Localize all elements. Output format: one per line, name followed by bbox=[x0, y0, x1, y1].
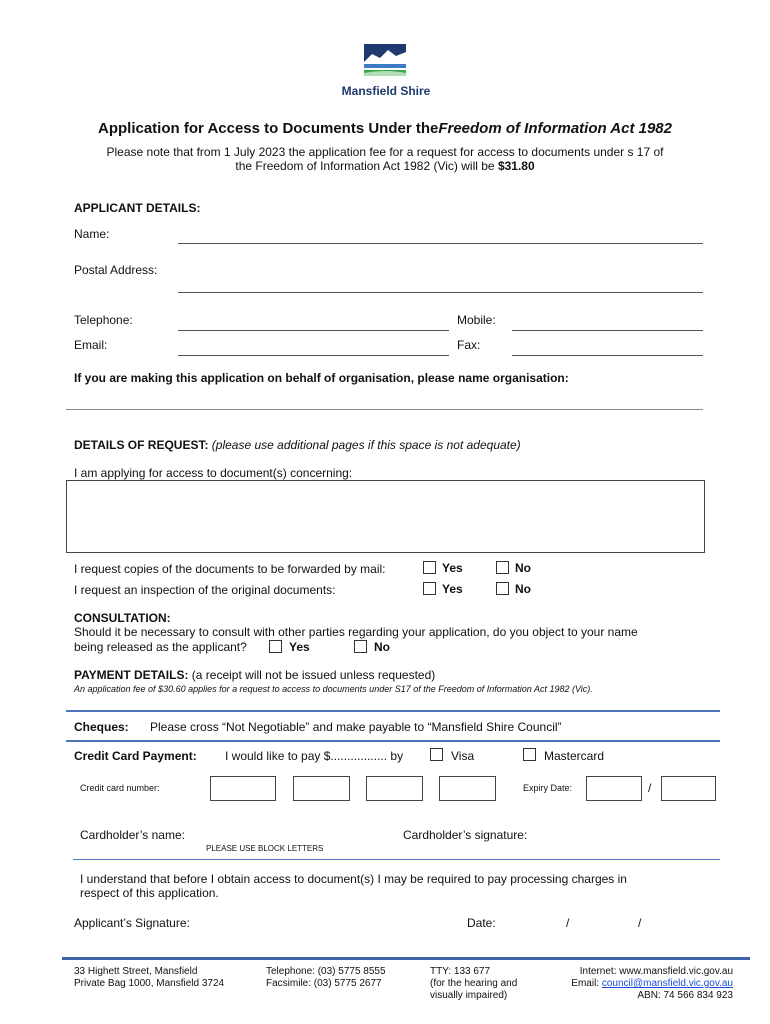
footer-tty: TTY: 133 677 (for the hearing and visually impaired) bbox=[430, 966, 518, 1001]
payment-heading: PAYMENT DETAILS: (a receipt will not be issued unless requested) bbox=[74, 668, 436, 682]
inspection-no-label: No bbox=[515, 582, 531, 596]
expiry-month-field[interactable] bbox=[586, 776, 642, 801]
mansfield-shire-logo-icon bbox=[336, 40, 436, 84]
organisation-prompt: If you are making this application on behalf of organisation, please name organisation: bbox=[74, 371, 569, 385]
footer-phone: Telephone: (03) 5775 8555 Facsimile: (03) 5775 2677 bbox=[266, 966, 386, 989]
consultation-heading: CONSULTATION: bbox=[74, 611, 171, 625]
footer-email-link[interactable]: council@mansfield.vic.gov.au bbox=[601, 978, 733, 989]
card-number-group-1[interactable] bbox=[210, 776, 276, 801]
date-separator: / bbox=[638, 916, 642, 930]
fee-amount: $31.80 bbox=[497, 159, 535, 173]
card-number-label: Credit card number: bbox=[80, 783, 160, 793]
postal-address-field[interactable] bbox=[178, 292, 703, 293]
copies-yes-label: Yes bbox=[442, 561, 463, 575]
mastercard-checkbox[interactable] bbox=[523, 748, 536, 761]
block-letters-note: PLEASE USE BLOCK LETTERS bbox=[206, 844, 324, 853]
telephone-field[interactable] bbox=[178, 330, 449, 331]
card-number-group-4[interactable] bbox=[439, 776, 496, 801]
divider bbox=[66, 740, 720, 742]
request-details-textarea[interactable] bbox=[66, 480, 705, 553]
fee-note: An application fee of $30.60 applies for a request to access to documents under S17 of the Freedom of Information Act 1982 (Vic). bbox=[74, 684, 593, 694]
understanding-line2: respect of this application. bbox=[80, 886, 219, 900]
expiry-label: Expiry Date: bbox=[523, 783, 573, 793]
footer-contact bbox=[571, 966, 733, 1002]
date-label: Date: bbox=[467, 916, 496, 930]
fee-notice-line2: the Freedom of Information Act 1982 (Vic) will be $31.80 bbox=[235, 159, 535, 173]
consultation-yes-label: Yes bbox=[289, 640, 310, 654]
footer-website: Internet: www.mansfield.vic.gov.au bbox=[579, 966, 733, 977]
expiry-separator: / bbox=[648, 781, 652, 795]
fee-notice-line1: Please note that from 1 July 2023 the application fee for a request for access to documents under s 17 of bbox=[106, 145, 664, 159]
page-title bbox=[0, 120, 770, 137]
mobile-label: Mobile: bbox=[457, 313, 496, 327]
footer-abn: ABN: 74 566 834 923 bbox=[637, 990, 733, 1001]
logo-text: Mansfield Shire bbox=[341, 84, 431, 98]
consultation-yes-checkbox[interactable] bbox=[269, 640, 282, 653]
consultation-line1: Should it be necessary to consult with other parties regarding your application, do you object to your name bbox=[74, 625, 638, 639]
copies-by-mail-label: I request copies of the documents to be forwarded by mail: bbox=[74, 562, 386, 576]
inspection-label: I request an inspection of the original documents: bbox=[74, 583, 336, 597]
concerning-label: I am applying for access to document(s) concerning: bbox=[74, 466, 353, 480]
visa-label: Visa bbox=[451, 749, 475, 763]
postal-address-label: Postal Address: bbox=[74, 263, 158, 277]
consultation-no-checkbox[interactable] bbox=[354, 640, 367, 653]
credit-card-label: Credit Card Payment: bbox=[74, 749, 197, 763]
divider bbox=[73, 859, 720, 860]
consultation-line2: being released as the applicant? bbox=[74, 640, 247, 654]
understanding-line1: I understand that before I obtain access to document(s) I may be required to pay processing charges in bbox=[80, 872, 627, 886]
credit-card-amount-text: I would like to pay $................. by bbox=[225, 749, 404, 763]
name-field[interactable] bbox=[178, 243, 703, 244]
copies-no-checkbox[interactable] bbox=[496, 561, 509, 574]
inspection-no-checkbox[interactable] bbox=[496, 582, 509, 595]
footer-divider bbox=[62, 957, 750, 960]
mastercard-label: Mastercard bbox=[544, 749, 605, 763]
card-number-group-2[interactable] bbox=[293, 776, 350, 801]
payment-heading-note: (a receipt will not be issued unless requested) bbox=[191, 668, 436, 682]
copies-yes-checkbox[interactable] bbox=[423, 561, 436, 574]
date-separator: / bbox=[566, 916, 570, 930]
applicant-signature-label: Applicant’s Signature: bbox=[74, 916, 190, 930]
title-main: Application for Access to Documents Under the bbox=[98, 120, 439, 137]
name-label: Name: bbox=[74, 227, 110, 241]
divider bbox=[66, 710, 720, 712]
cheques-text: Please cross “Not Negotiable” and make payable to “Mansfield Shire Council” bbox=[150, 720, 562, 734]
consultation-no-label: No bbox=[374, 640, 390, 654]
applicant-heading: APPLICANT DETAILS: bbox=[74, 201, 201, 215]
title-act: Freedom of Information Act 1982 bbox=[438, 120, 672, 137]
fax-label: Fax: bbox=[457, 338, 481, 352]
organisation-field[interactable] bbox=[66, 409, 703, 410]
mobile-field[interactable] bbox=[512, 330, 703, 331]
expiry-year-field[interactable] bbox=[661, 776, 716, 801]
inspection-yes-label: Yes bbox=[442, 582, 463, 596]
fax-field[interactable] bbox=[512, 355, 703, 356]
card-number-group-3[interactable] bbox=[366, 776, 423, 801]
telephone-label: Telephone: bbox=[74, 313, 133, 327]
email-label: Email: bbox=[74, 338, 108, 352]
logo bbox=[336, 40, 436, 98]
cheques-label: Cheques: bbox=[74, 720, 129, 734]
footer-address: 33 Highett Street, Mansfield Private Bag 1000, Mansfield 3724 bbox=[74, 966, 225, 989]
inspection-yes-checkbox[interactable] bbox=[423, 582, 436, 595]
footer-email: Email: council@mansfield.vic.gov.au bbox=[571, 978, 733, 989]
copies-no-label: No bbox=[515, 561, 531, 575]
request-heading: DETAILS OF REQUEST: (please use additional pages if this space is not adequate) bbox=[74, 438, 521, 452]
email-field[interactable] bbox=[178, 355, 449, 356]
cardholder-name-label: Cardholder’s name: bbox=[80, 828, 185, 842]
cardholder-signature-label: Cardholder’s signature: bbox=[403, 828, 528, 842]
visa-checkbox[interactable] bbox=[430, 748, 443, 761]
request-note: (please use additional pages if this space is not adequate) bbox=[211, 438, 521, 452]
